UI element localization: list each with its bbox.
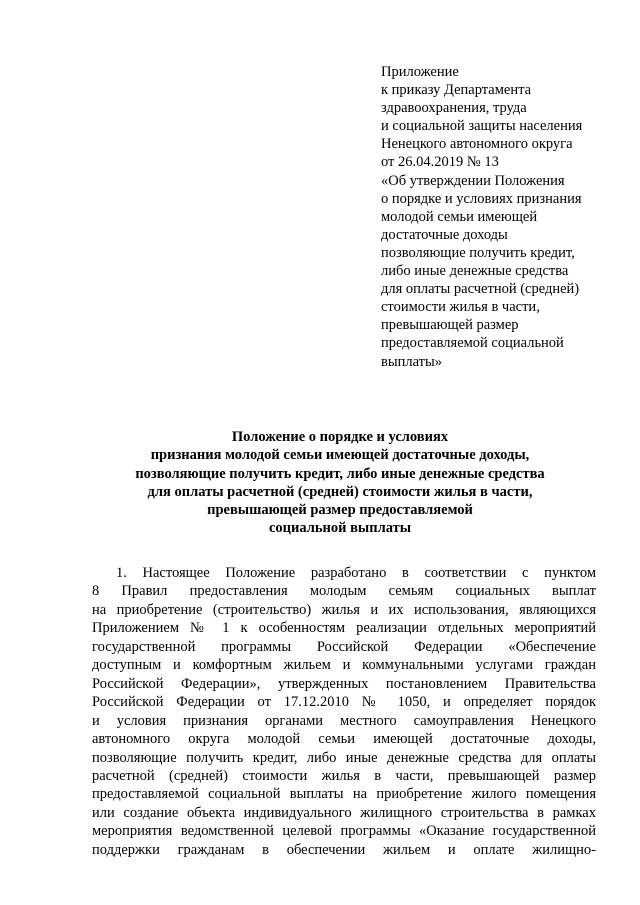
paragraph-1 [92, 564, 596, 859]
document-title [80, 428, 600, 538]
body-line: государственной программы Российской Федерации «Обеспечение [92, 638, 596, 655]
body-line: доступным и комфортным жильем и коммунальными услугами граждан [92, 657, 596, 674]
appendix-line: либо иные денежные средства [381, 263, 569, 280]
title-line: признания молодой семьи имеющей достаточные доходы, [150, 447, 530, 464]
body-line: на приобретение (строительство) жилья и их использования, являющихся [92, 601, 596, 618]
title-line: позволяющие получить кредит, либо иные денежные средства [135, 465, 545, 482]
appendix-line: «Об утверждении Положения [381, 172, 565, 189]
appendix-line: для оплаты расчетной (средней) [381, 281, 580, 298]
title-line: социальной выплаты [268, 520, 412, 537]
body-line: расчетной (средней) стоимости жилья в части, превышающей размер [92, 767, 596, 784]
body-line: поддержки гражданам в обеспечении жильем и оплате жилищно- [92, 841, 596, 858]
appendix-line: позволяющие получить кредит, [381, 244, 575, 261]
appendix-line: стоимости жилья в части, [381, 299, 540, 316]
body-line: Российской Федерации», утвержденных постановлением Правительства [92, 675, 596, 692]
appendix-header [381, 63, 616, 371]
appendix-line: и социальной защиты населения [381, 118, 583, 135]
appendix-line: к приказу Департамента [381, 82, 532, 99]
title-line: для оплаты расчетной (средней) стоимости жилья в части, [147, 483, 533, 500]
title-line: превышающей размер предоставляемой [207, 502, 473, 519]
appendix-line: здравоохранения, труда [381, 100, 527, 117]
title-line: Положение о порядке и условиях [231, 429, 449, 445]
body-line: 1. Настоящее Положение разработано в соответствии с пунктом [116, 565, 596, 581]
appendix-line: выплаты» [381, 353, 442, 370]
body-line: Российской Федерации от 17.12.2010 № 1050, и определяет порядок [92, 694, 596, 711]
appendix-line: о порядке и условиях признания [381, 190, 582, 207]
appendix-line: предоставляемой социальной [381, 335, 564, 352]
body-line: или создание объекта индивидуального жилищного строительства в рамках [92, 804, 596, 821]
appendix-line: молодой семьи имеющей [381, 208, 538, 225]
body-line: предоставляемой социальной выплаты на приобретение жилого помещения [92, 786, 596, 803]
body-line: и условия признания органами местного самоуправления Ненецкого [92, 712, 596, 729]
appendix-line: превышающей размер [381, 317, 519, 334]
body-line: 8 Правил предоставления молодым семьям социальных выплат [92, 583, 596, 600]
body-line: позволяющие получить кредит, либо иные денежные средства для оплаты [92, 749, 596, 766]
body-line: мероприятия ведомственной целевой программы «Оказание государственной [92, 823, 596, 840]
appendix-line: достаточные доходы [381, 226, 508, 243]
appendix-line: Ненецкого автономного округа [381, 136, 573, 153]
appendix-line: от 26.04.2019 № 13 [381, 154, 499, 171]
body-line: автономного округа молодой семьи имеющей достаточные доходы, [92, 731, 596, 748]
body-line: Приложением № 1 к особенностям реализации отдельных мероприятий [92, 620, 596, 637]
appendix-line: Приложение [381, 64, 459, 80]
